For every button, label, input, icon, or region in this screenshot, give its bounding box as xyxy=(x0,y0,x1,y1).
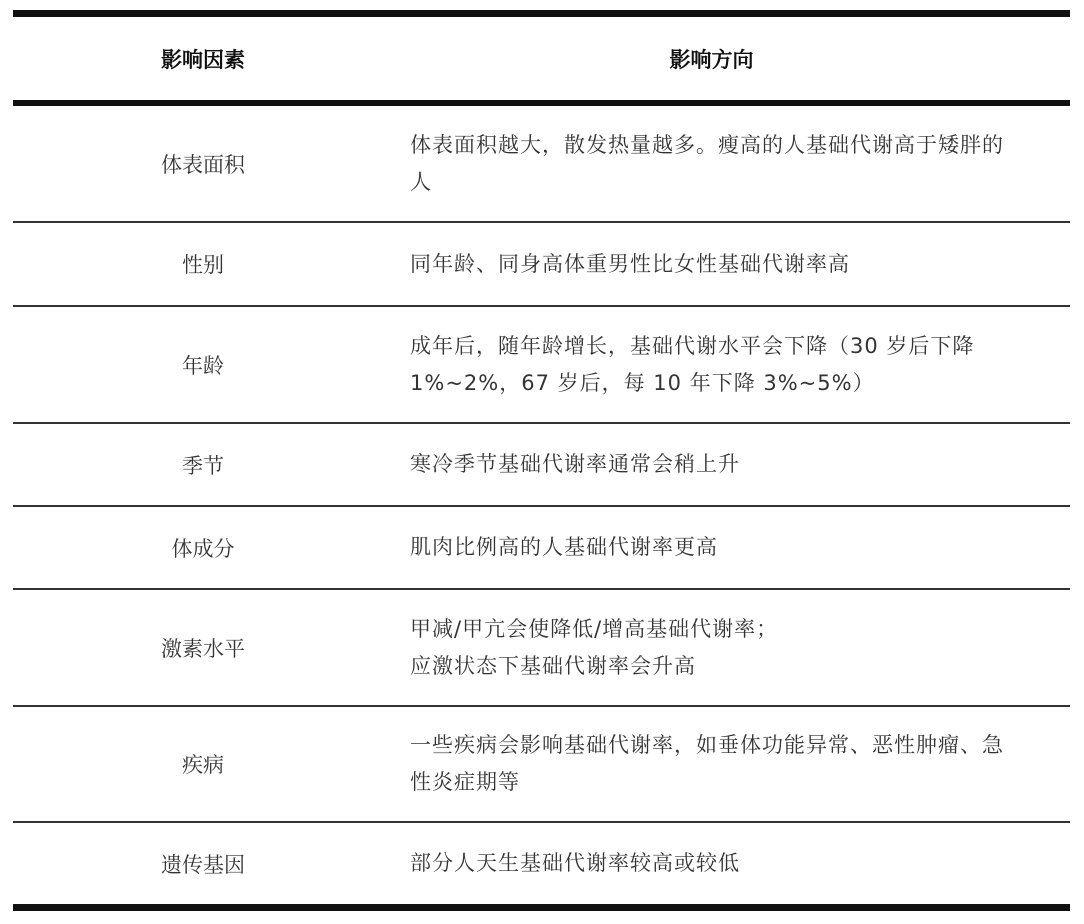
table-header-row xyxy=(13,17,1070,100)
direction-cell xyxy=(393,529,1070,566)
direction-line: 同年龄、同身高体重男性比女性基础代谢率高 xyxy=(410,251,850,276)
table-row xyxy=(13,223,1070,305)
table-row xyxy=(13,106,1070,221)
table-row xyxy=(13,307,1070,422)
direction-line: 1%~2%，67 岁后，每 10 年下降 3%~5%） xyxy=(410,370,875,395)
factor-cell: 体成分 xyxy=(171,536,235,561)
direction-line: 一些疾病会影响基础代谢率，如垂体功能异常、恶性肿瘤、急 xyxy=(410,733,1004,757)
factor-cell: 疾病 xyxy=(182,753,224,777)
top-rule xyxy=(13,10,1070,17)
direction-line: 寒冷季节基础代谢率通常会稍上升 xyxy=(410,452,740,476)
table-row xyxy=(13,590,1070,705)
header-direction: 影响方向 xyxy=(669,47,754,72)
direction-line: 肌肉比例高的人基础代谢率更高 xyxy=(410,535,718,559)
table-row xyxy=(13,707,1070,821)
direction-cell xyxy=(393,611,1070,685)
factor-cell: 激素水平 xyxy=(161,636,245,661)
direction-cell xyxy=(393,246,1070,283)
direction-cell xyxy=(393,328,1070,402)
table-row xyxy=(13,424,1070,505)
factor-cell: 年龄 xyxy=(182,353,224,378)
direction-line: 成年后，随年龄增长，基础代谢水平会下降（30 岁后下降 xyxy=(410,333,975,358)
factor-cell: 遗传基因 xyxy=(161,852,245,877)
bottom-rule xyxy=(13,904,1070,911)
factors-table xyxy=(13,10,1070,911)
factor-cell: 体表面积 xyxy=(161,152,245,177)
factor-cell: 季节 xyxy=(182,453,224,478)
direction-line: 部分人天生基础代谢率较高或较低 xyxy=(410,851,740,875)
factor-cell: 性别 xyxy=(182,253,224,277)
direction-line: 性炎症期等 xyxy=(410,770,520,794)
direction-line: 体表面积越大，散发热量越多。瘦高的人基础代谢高于矮胖的 xyxy=(410,132,1004,157)
header-factor: 影响因素 xyxy=(161,47,245,72)
direction-line: 应激状态下基础代谢率会升高 xyxy=(410,653,696,678)
direction-cell xyxy=(393,446,1070,483)
table-row xyxy=(13,823,1070,904)
direction-cell xyxy=(393,727,1070,801)
direction-line: 甲减/甲亢会使降低/增高基础代谢率； xyxy=(410,616,779,641)
direction-cell xyxy=(393,127,1070,201)
table-row xyxy=(13,507,1070,588)
direction-cell xyxy=(393,845,1070,882)
direction-line: 人 xyxy=(410,169,432,194)
